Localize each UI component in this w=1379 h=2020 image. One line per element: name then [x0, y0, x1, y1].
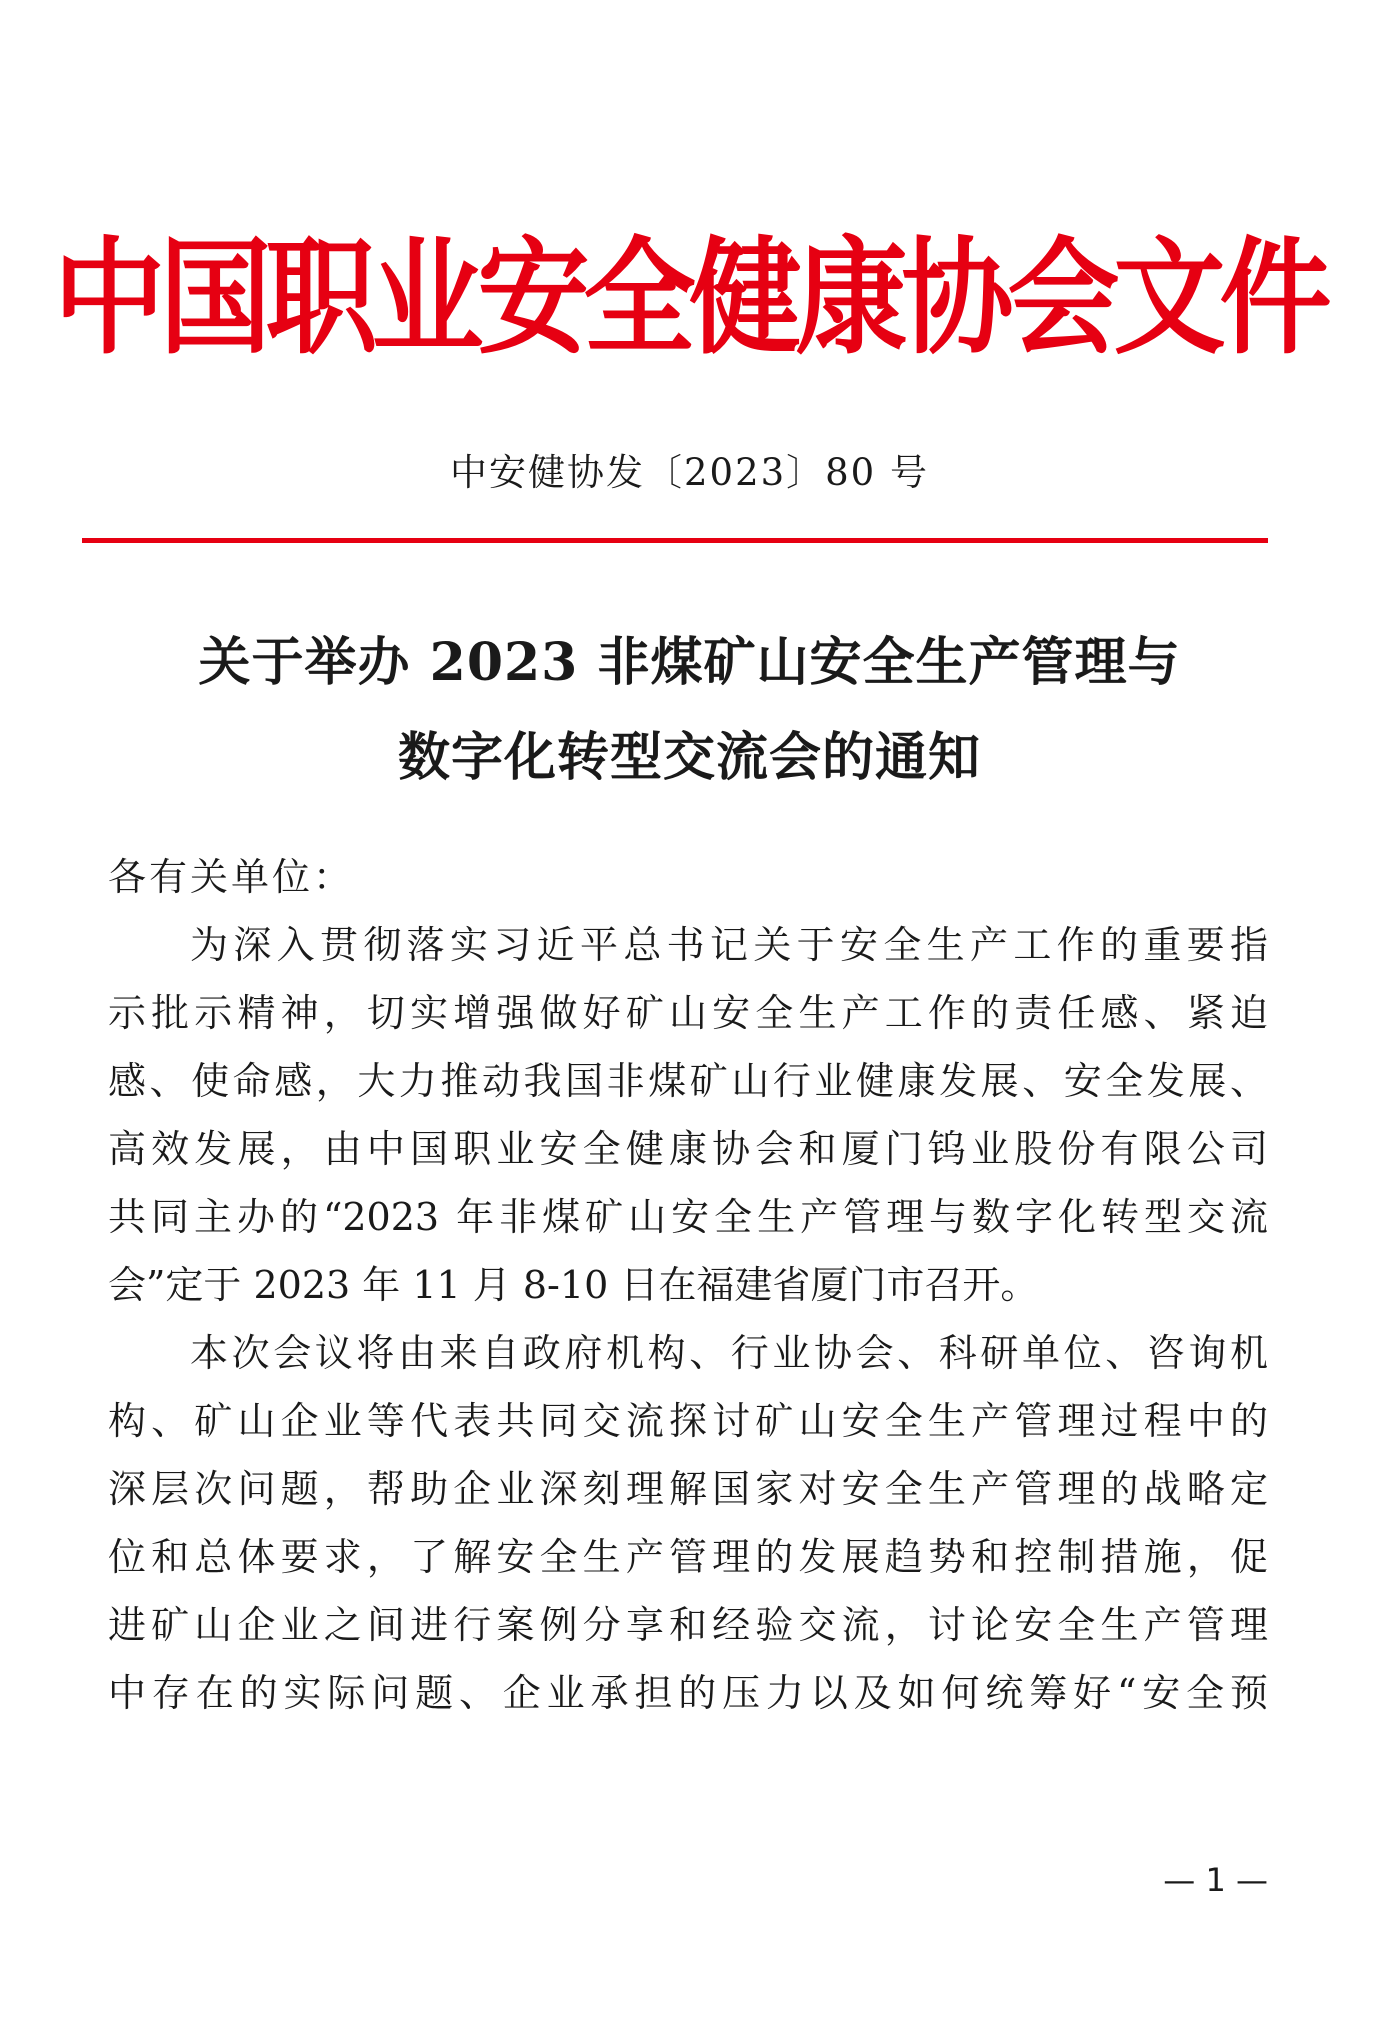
body-line: 共同主办的“2023 年非煤矿山安全生产管理与数字化转型交流 [108, 1195, 1268, 1239]
body-line: 进矿山企业之间进行案例分享和经验交流，讨论安全生产管理 [108, 1603, 1268, 1647]
body-line: 中存在的实际问题、企业承担的压力以及如何统筹好“安全预 [108, 1671, 1268, 1715]
body-line: 为深入贯彻落实习近平总书记关于安全生产工作的重要指 [190, 923, 1268, 967]
salutation: 各有关单位： [108, 855, 355, 899]
page-number: — 1 — [1163, 1861, 1268, 1899]
red-divider [82, 538, 1268, 543]
body-line: 会”定于 2023 年 11 月 8-10 日在福建省厦门市召开。 [108, 1263, 1039, 1307]
document-number: 中安健协发〔2023〕80 号 [449, 451, 929, 494]
body-line: 位和总体要求，了解安全生产管理的发展趋势和控制措施，促 [108, 1535, 1268, 1579]
body-line: 高效发展，由中国职业安全健康协会和厦门钨业股份有限公司 [108, 1127, 1268, 1171]
body-line: 构、矿山企业等代表共同交流探讨矿山安全生产管理过程中的 [108, 1399, 1268, 1443]
body-line: 深层次问题，帮助企业深刻理解国家对安全生产管理的战略定 [108, 1467, 1268, 1511]
body-line: 感、使命感，大力推动我国非煤矿山行业健康发展、安全发展、 [108, 1059, 1268, 1103]
notice-title-line-2: 数字化转型交流会的通知 [397, 727, 981, 788]
notice-title-line-1: 关于举办 2023 非煤矿山安全生产管理与 [198, 632, 1181, 693]
body-line: 示批示精神，切实增强做好矿山安全生产工作的责任感、紧迫 [108, 991, 1268, 1035]
masthead-title: 中国职业安全健康协会文件 [53, 226, 1326, 372]
body-line: 本次会议将由来自政府机构、行业协会、科研单位、咨询机 [190, 1331, 1268, 1375]
